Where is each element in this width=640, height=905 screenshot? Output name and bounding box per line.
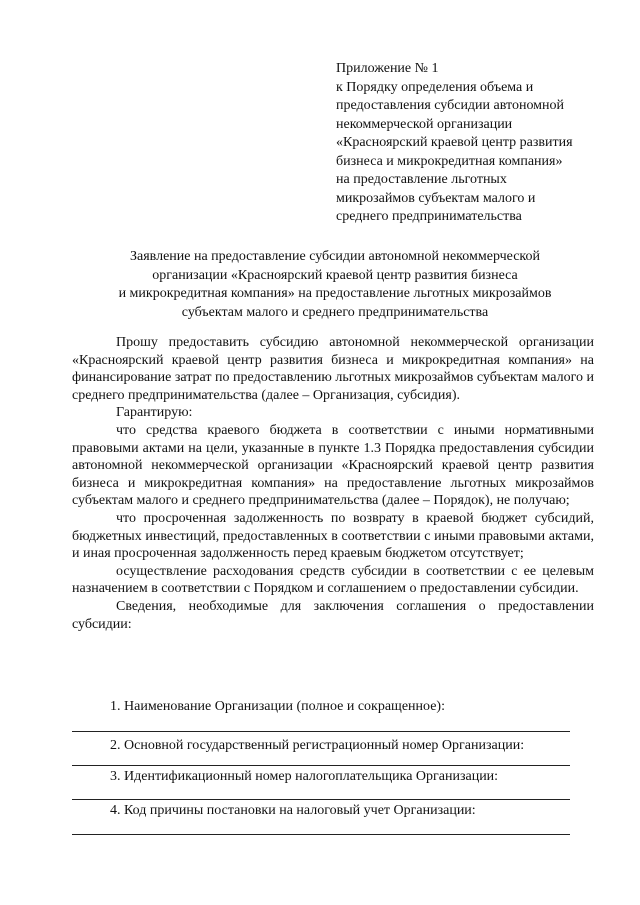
appendix-line: бизнеса и микрокредитная компания» [336,153,563,169]
info-paragraph: Сведения, необходимые для заключения соглашения о предоставлении субсидии: [72,598,594,632]
title-line: организации «Красноярский краевой центр развития бизнеса [152,267,518,283]
appendix-line: среднего предпринимательства [336,209,522,224]
field-label-inn: 3. Идентификационный номер налогоплательщика Организации: [110,769,499,784]
fill-line-name[interactable] [72,731,570,732]
field-label-name: 1. Наименование Организации (полное и сокращенное): [110,699,445,714]
appendix-line: предоставления субсидии автономной [336,98,565,113]
field-label-kpp: 4. Код причины постановки на налоговый учет Организации: [110,803,476,818]
appendix-line: микрозаймов субъектам малого и [336,190,536,206]
document-body [72,334,594,633]
clause-spending: осуществление расходования средств субсидии в соответствии с ее целевым назначением в соответствии с Порядком и соглашением о предоставлении субсидии. [72,563,594,597]
document-title [70,248,600,322]
request-paragraph: Прошу предоставить субсидию автономной некоммерческой организации «Красноярский краевой центр развития бизнеса и микрокредитная компания» на финансирование затрат по предоставлению льготных микрозаймов субъектам малого и среднего предпринимательства (далее – Организация, субсидия). [72,335,594,403]
appendix-line: Приложение № 1 [336,61,439,76]
clause-budget-funds: что средства краевого бюджета в соответствии с иными нормативными правовыми актами на цели, указанные в пункте 1.3 Порядка предоставления субсидии автономной некоммерческой организации «Красноярский краевой центр развития бизнеса и микрокредитная компания» на предоставление льготных микрозаймов субъектам малого и среднего предпринимательства (далее – Порядок), не получаю; [72,422,594,509]
appendix-line: на предоставление льготных [336,172,507,187]
fill-line-kpp[interactable] [72,834,570,835]
appendix-line: «Красноярский краевой центр развития [336,135,573,150]
fill-line-ogrn[interactable] [72,765,570,766]
appendix-line: некоммерческой организации [336,116,513,132]
title-line: и микрокредитная компания» на предоставление льготных микрозаймов [118,286,552,301]
guarantee-heading: Гарантирую: [116,405,193,421]
fill-line-inn[interactable] [72,799,570,800]
title-line: субъектам малого и среднего предпринимательства [181,304,489,320]
appendix-line: к Порядку определения объема и [336,79,534,95]
field-label-ogrn: 2. Основной государственный регистрационный номер Организации: [110,738,525,753]
title-line: Заявление на предоставление субсидии автономной некоммерческой [129,249,540,264]
clause-overdue-debt: что просроченная задолженность по возврату в краевой бюджет субсидий, бюджетных инвестиций, предоставленных в соответствии с иными правовыми актами, и иная просроченная задолженность перед краевым бюджетом отсутствует; [72,510,594,562]
appendix-header [336,60,616,227]
